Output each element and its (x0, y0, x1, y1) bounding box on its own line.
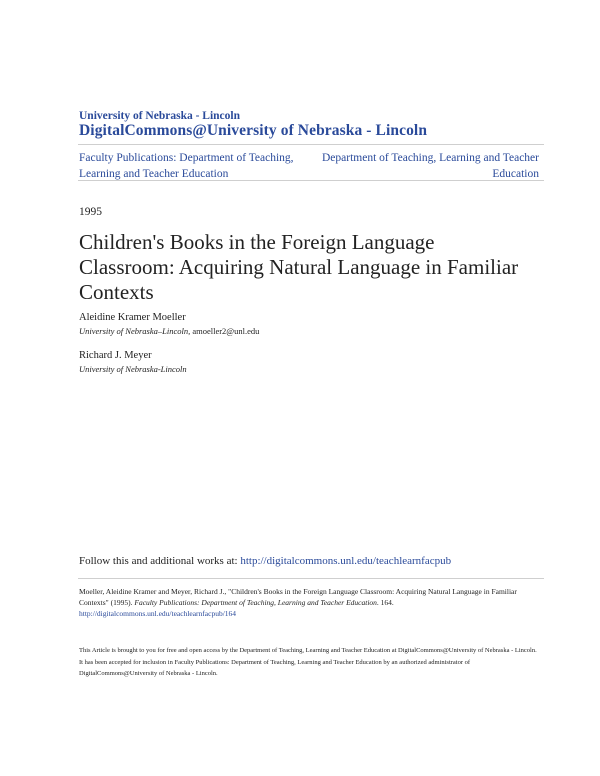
author-name: Aleidine Kramer Moeller (79, 312, 186, 323)
citation-block (79, 586, 541, 619)
follow-line (79, 555, 451, 567)
author-name: Richard J. Meyer (79, 350, 152, 361)
collection-link-faculty-publications[interactable]: Faculty Publications: Department of Teaching, Learning and Teacher Education (79, 152, 294, 180)
author-email[interactable]: amoeller2@unl.edu (192, 326, 260, 336)
author-affiliation: University of Nebraska–Lincoln, amoeller2@unl.edu (79, 326, 260, 336)
citation-journal: Faculty Publications: Department of Teaching, Learning and Teacher Education (134, 598, 377, 607)
collection-url-link[interactable]: http://digitalcommons.unl.edu/teachlearnfacpub (240, 555, 452, 567)
divider (78, 180, 544, 181)
institution-link[interactable]: University of Nebraska - Lincoln (79, 110, 240, 122)
divider (78, 144, 544, 145)
collection-link-department[interactable]: Department of Teaching, Learning and Teacher Education (321, 152, 539, 180)
follow-text: Follow this and additional works at: (79, 555, 241, 567)
paper-title: Children's Books in the Foreign Language Classroom: Acquiring Natural Language in Familiar Contexts (79, 230, 519, 304)
access-notice: This Article is brought to you for free and open access by the Department of Teaching, Learning and Teacher Education at DigitalCommons@University of Nebraska - Lincoln. It has been accepted for inclusion in Faculty Publications: Department of Teaching, Learning and Teacher Education by an authorized administrator of DigitalCommons@University of Nebraska - Lincoln. (79, 647, 537, 677)
affiliation-text: University of Nebraska–Lincoln (79, 326, 189, 336)
citation-url-link[interactable]: http://digitalcommons.unl.edu/teachlearnfacpub/164 (79, 609, 237, 618)
citation-text: Moeller, Aleidine Kramer and Meyer, Richard J., "Children's Books in the Foreign Language Classroom: Acquiring Natural Language in Familiar Contexts" (1995). (79, 587, 517, 607)
citation-number: . 164. (376, 598, 394, 607)
publication-year: 1995 (79, 206, 102, 218)
divider (78, 578, 544, 579)
author-affiliation: University of Nebraska-Lincoln (79, 364, 187, 374)
repository-link[interactable]: DigitalCommons@University of Nebraska - Lincoln (79, 122, 428, 139)
